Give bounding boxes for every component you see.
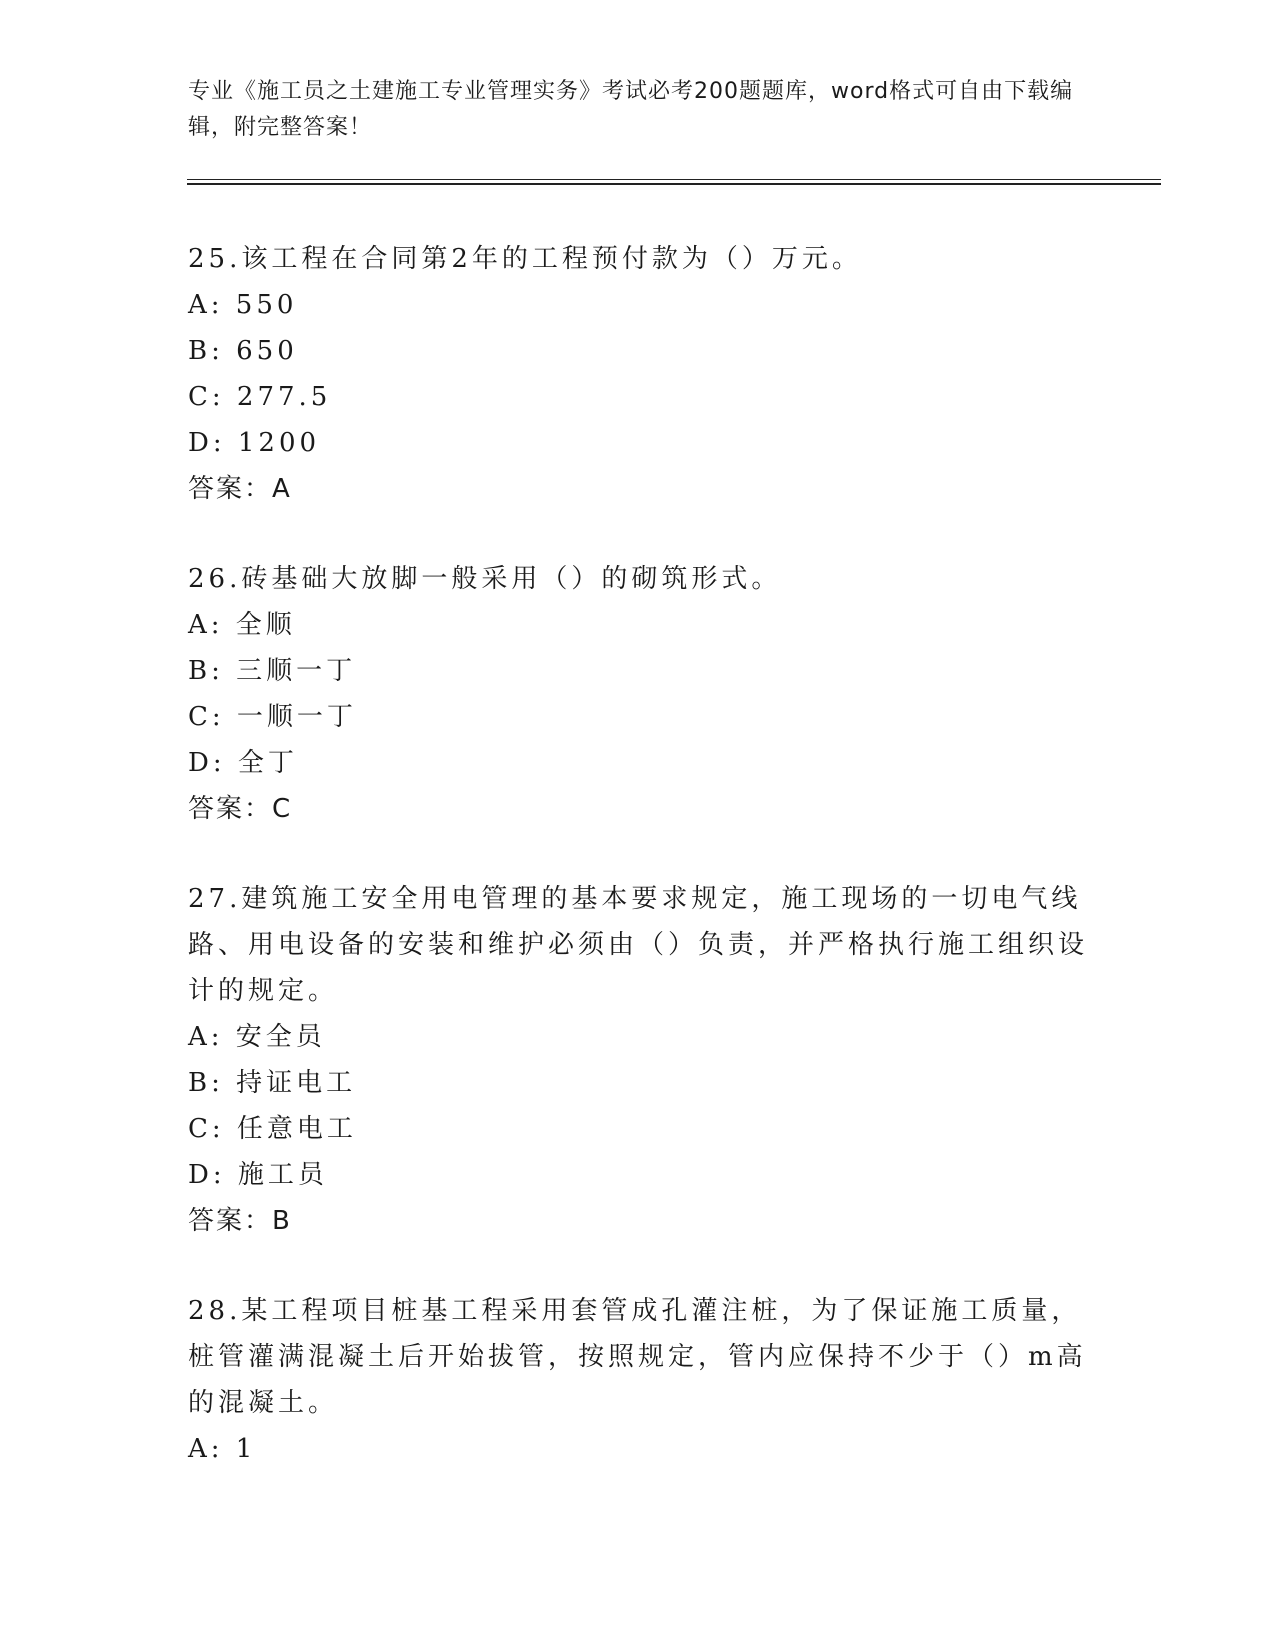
question-stem: 26.砖基础大放脚一般采用（）的砌筑形式。 <box>188 564 782 594</box>
option-a: A: 全顺 <box>188 610 296 640</box>
document-header: 专业《施工员之土建施工专业管理实务》考试必考200题题库，word格式可自由下载编辑，附完整答案！ <box>188 79 1074 140</box>
option-a: A: 1 <box>188 1434 257 1464</box>
question-stem: 28.某工程项目桩基工程采用套管成孔灌注桩，为了保证施工质量，桩管灌满混凝土后开始拔管，按照规定，管内应保持不少于（）m高的混凝土。 <box>188 1296 1087 1418</box>
option-b: B: 持证电工 <box>188 1068 357 1098</box>
header-divider-thick <box>187 183 1161 185</box>
answer-line: 答案：C <box>188 794 293 824</box>
question-stem: 25.该工程在合同第2年的工程预付款为（）万元。 <box>188 244 862 274</box>
option-a: A: 安全员 <box>188 1022 326 1052</box>
option-a: A: 550 <box>188 290 298 320</box>
question-25 <box>188 236 1088 512</box>
option-b: B: 三顺一丁 <box>188 656 357 686</box>
option-d: D: 施工员 <box>188 1160 328 1190</box>
question-28 <box>188 1288 1088 1472</box>
option-c: C: 任意电工 <box>188 1114 357 1144</box>
option-c: C: 277.5 <box>188 382 332 412</box>
answer-line: 答案：B <box>188 1206 292 1236</box>
answer-line: 答案：A <box>188 474 292 504</box>
question-list <box>188 236 1088 1516</box>
question-stem: 27.建筑施工安全用电管理的基本要求规定，施工现场的一切电气线路、用电设备的安装和维护必须由（）负责，并严格执行施工组织设计的规定。 <box>188 884 1089 1006</box>
option-d: D: 1200 <box>188 428 321 458</box>
question-26 <box>188 556 1088 832</box>
option-b: B: 650 <box>188 336 298 366</box>
question-27 <box>188 876 1088 1244</box>
option-c: C: 一顺一丁 <box>188 702 357 732</box>
option-d: D: 全丁 <box>188 748 298 778</box>
header-divider-thin <box>187 179 1161 180</box>
